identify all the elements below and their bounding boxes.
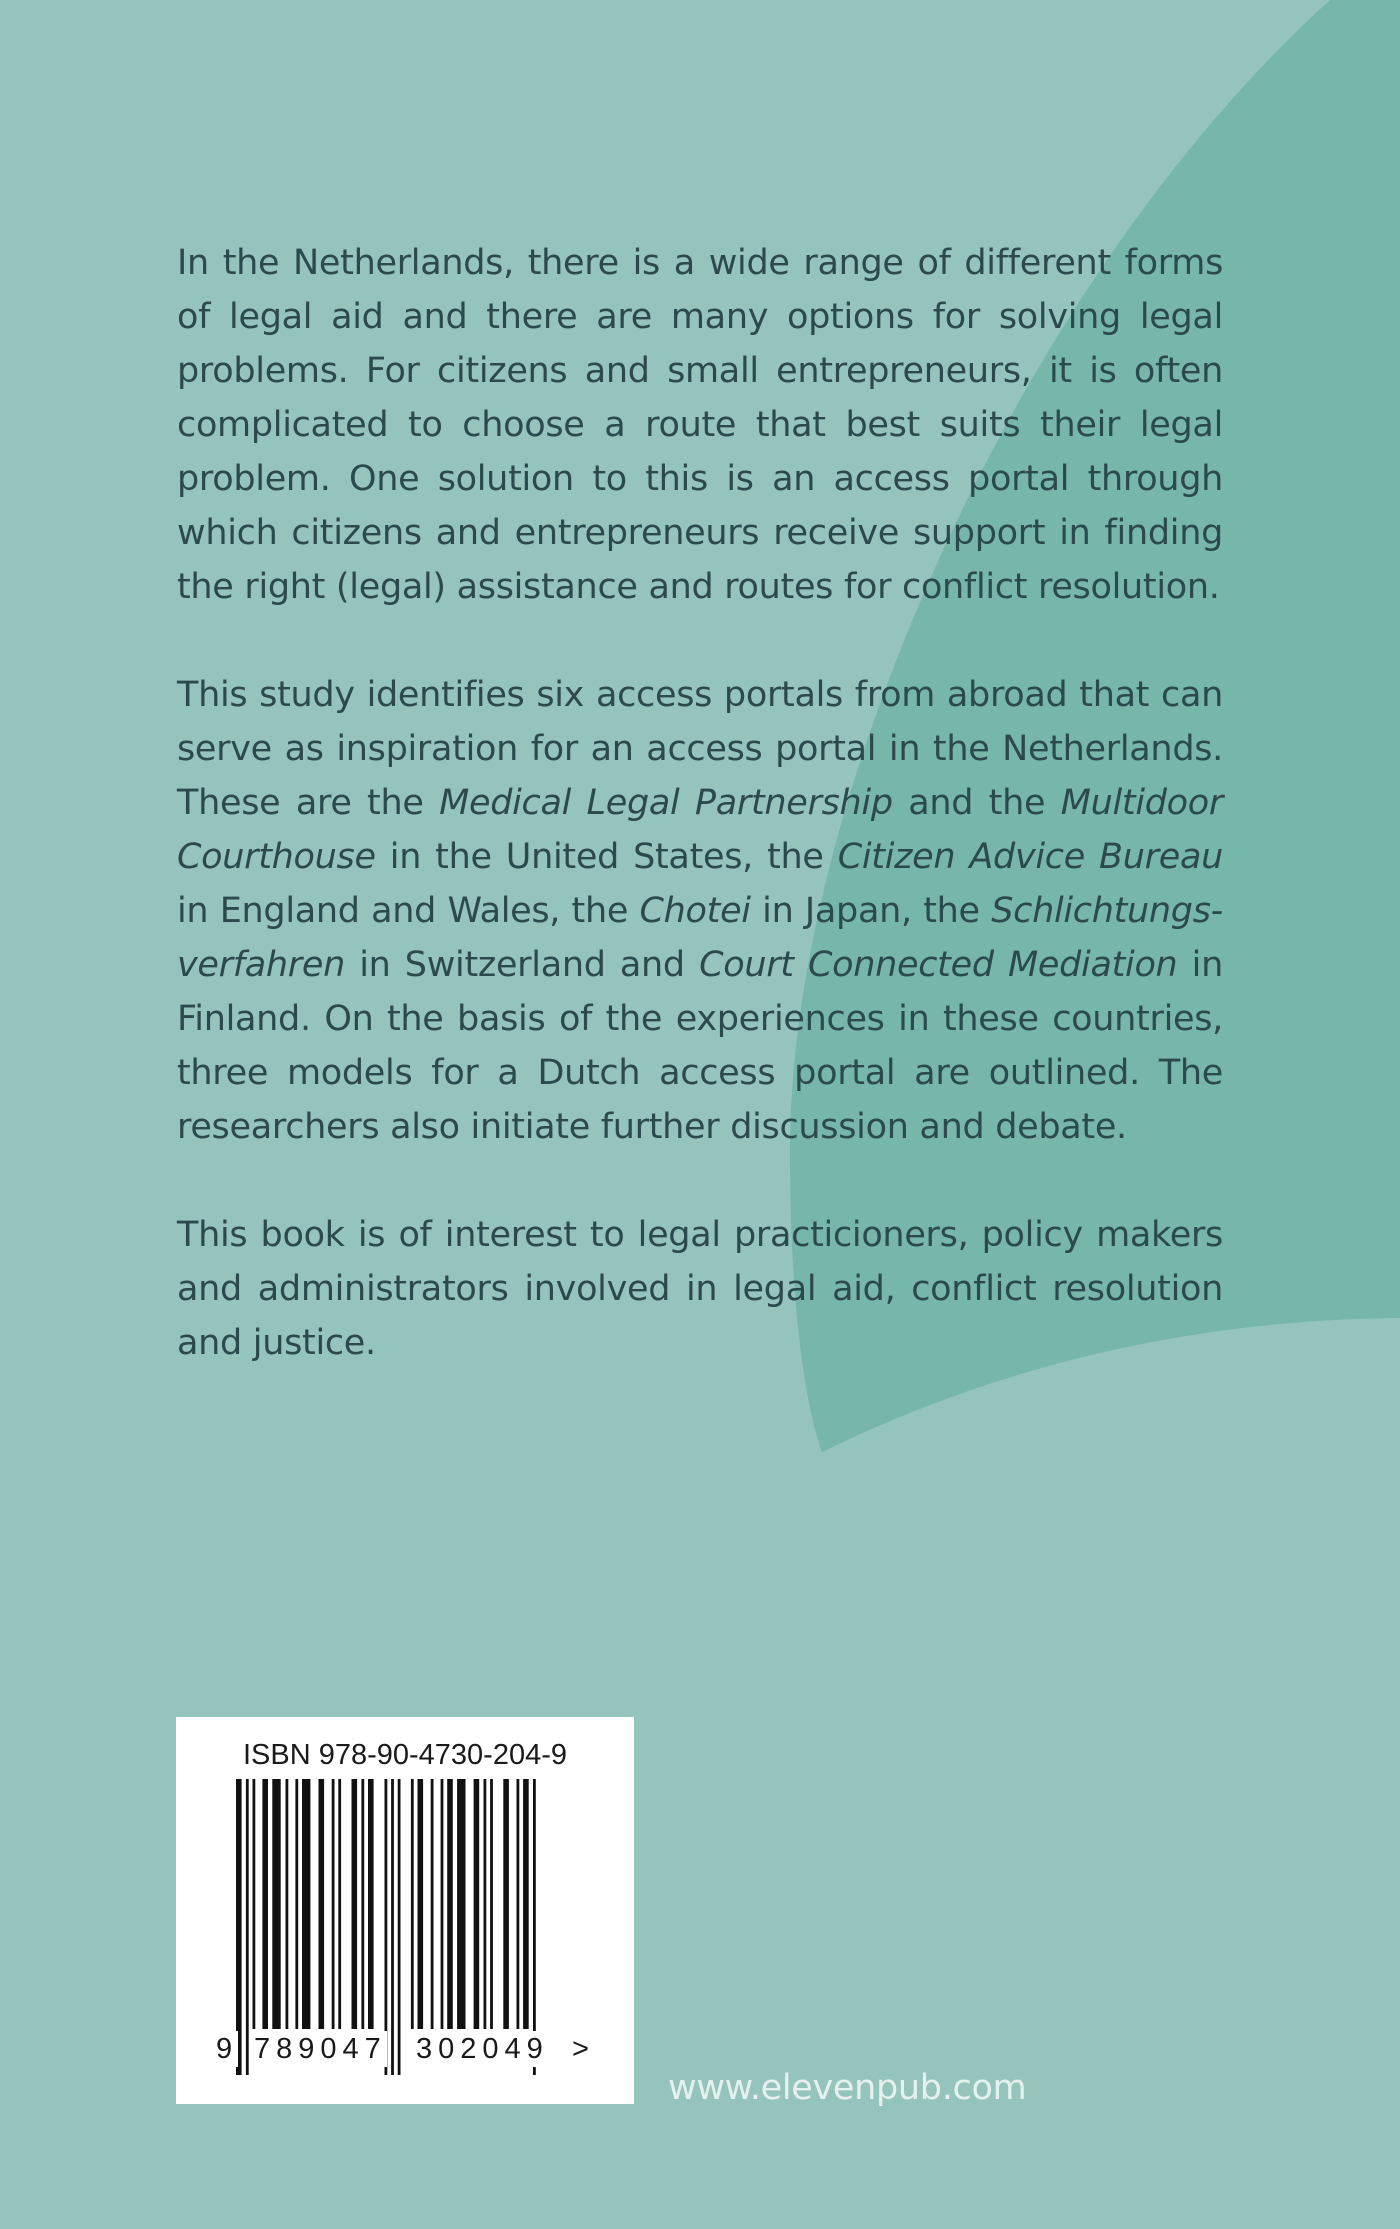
barcode-bar: [523, 1779, 529, 2029]
barcode-bar: [295, 1779, 298, 2029]
barcode-bar: [262, 1779, 268, 2029]
barcode-bar: [361, 1779, 364, 2029]
blurb-paragraph-3: This book is of interest to legal practicioners, policy makers and administrators involved in legal aid, conflict resolution and justice.: [177, 1215, 1223, 1363]
term-medical-legal-partnership: Medical Legal Partnership: [439, 783, 893, 823]
barcode-bar: [441, 1779, 444, 2029]
barcode-bar: [503, 1779, 509, 2029]
barcode-bar: [302, 1779, 310, 2029]
barcode-bar: [484, 1779, 487, 2029]
barcode-bar: [368, 1779, 374, 2029]
term-chotei: Chotei: [639, 891, 751, 931]
barcode-digit-trail: >: [572, 2033, 595, 2065]
isbn-label: ISBN 978-90-4730-204-9: [242, 1739, 568, 1771]
barcode-bar: [411, 1779, 414, 2029]
barcode-digit-lead: 9: [216, 2033, 239, 2065]
barcode-bar: [332, 1779, 335, 2029]
barcode-bar: [338, 1779, 341, 2029]
barcode-bar: [490, 1779, 493, 2029]
barcode-bar: [286, 1779, 289, 2029]
blurb-text: [177, 236, 1223, 1424]
barcode-bar: [418, 1779, 424, 2029]
barcode-bar: [474, 1779, 480, 2029]
barcode-bar: [517, 1779, 520, 2029]
publisher-website: www.elevenpub.com: [668, 2068, 1027, 2108]
barcode-bar: [431, 1779, 434, 2029]
term-court-connected-mediation: Court Connected Mediation: [699, 945, 1178, 985]
term-multidoor-courthouse: Multidoor Courthouse: [177, 783, 1223, 877]
term-schlichtungsverfahren: Schlichtungs-verfahren: [177, 891, 1223, 985]
barcode-bar: [447, 1779, 453, 2029]
barcode-digits: [216, 2031, 596, 2071]
term-citizen-advice-bureau: Citizen Advice Bureau: [837, 837, 1223, 877]
blurb-paragraph-1: In the Netherlands, there is a wide range of different forms of legal aid and there are many options for solving legal problems. For citizens and small entrepreneurs, it is often complicated to choose a route that best suits their legal problem. One solution to this is an access portal through which citizens and entrepreneurs receive support in finding the right (legal) assistance and routes for conflict resolution.: [177, 243, 1223, 607]
barcode-digits-left: 789047: [254, 2033, 387, 2065]
isbn-barcode: [176, 1717, 634, 2104]
barcode-bar: [253, 1779, 256, 2029]
barcode-bar: [319, 1779, 325, 2029]
barcode-digits-right: 302049: [416, 2033, 549, 2065]
blurb-paragraph-2: This study identifies six access portals from abroad that can serve as inspiration for an access portal in the Netherlands. These are the Medical Legal Partnership and the Multidoor Courthouse in the United States, the Citizen Advice Bureau in England and Wales, the Chotei in Japan, the Schlichtungs-verfahren in Switzerland and Court Connected Mediation in Finland. On the basis of the experiences in these countries, three models for a Dutch access portal are outlined. The researchers also initiate further discussion and debate.: [177, 675, 1223, 1147]
barcode-bar: [352, 1779, 358, 2029]
barcode-bar: [272, 1779, 280, 2029]
barcode-bar: [457, 1779, 465, 2029]
